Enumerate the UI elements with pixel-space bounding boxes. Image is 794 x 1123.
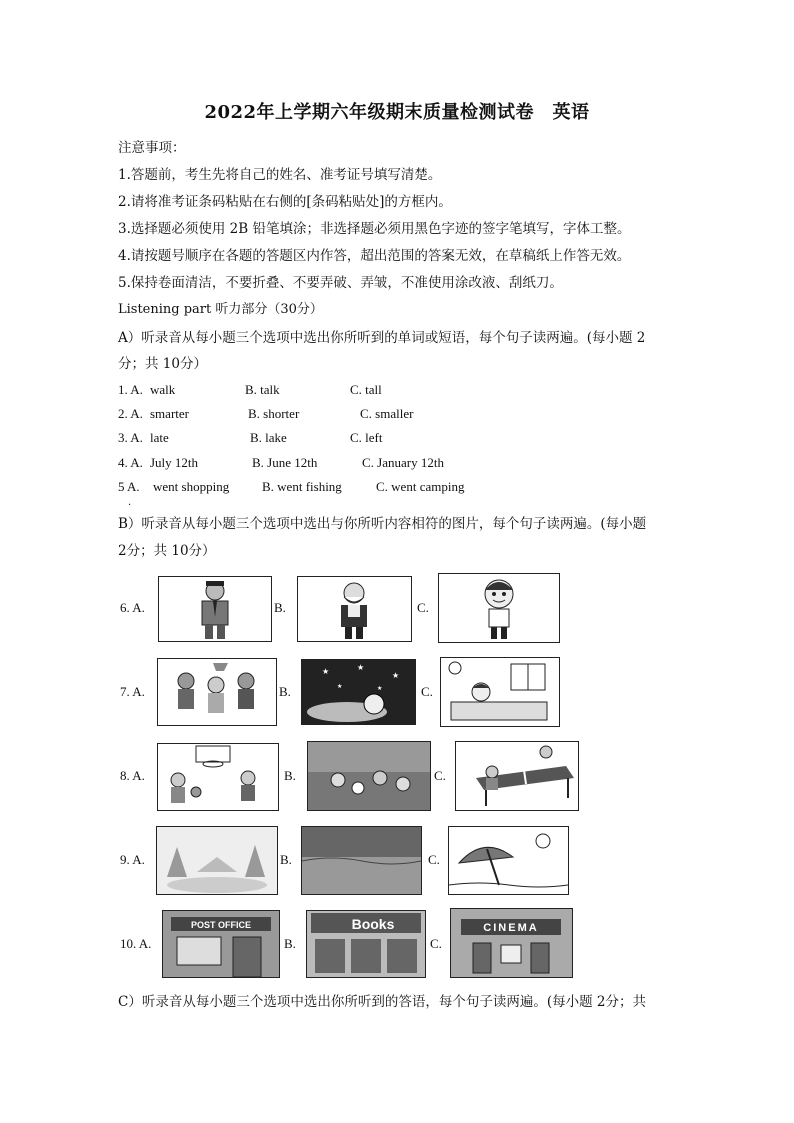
question-6-label: 6. A. xyxy=(120,600,145,615)
question-10-c-label: C. xyxy=(430,936,442,951)
question-1-option-c: C. tall xyxy=(350,382,382,397)
question-2-option-b: B. shorter xyxy=(248,406,300,421)
svg-text:★: ★ xyxy=(337,683,343,690)
question-10-picture-c-cinema[interactable] xyxy=(450,908,573,978)
svg-text:★: ★ xyxy=(377,685,383,692)
question-3-num: 3. A. xyxy=(118,430,143,445)
question-4-option-c: C. January 12th xyxy=(362,455,444,470)
question-3-option-a: late xyxy=(150,430,169,445)
question-9-picture-c-beach-umbrella[interactable] xyxy=(448,826,569,895)
question-4-option-b: B. June 12th xyxy=(252,455,318,470)
question-8-c-label: C. xyxy=(434,768,446,783)
question-6-picture-c-boy[interactable] xyxy=(438,573,560,643)
question-8-label: 8. A. xyxy=(120,768,145,783)
question-6-c-label: C. xyxy=(417,600,429,615)
post-office-sign: POST OFFICE xyxy=(190,920,252,930)
question-9-picture-b-autumn-field[interactable] xyxy=(301,826,422,895)
svg-text:★: ★ xyxy=(357,663,365,672)
question-9-picture-a-winter[interactable] xyxy=(156,826,278,895)
books-sign: Books xyxy=(351,916,395,932)
question-8-picture-a-basketball[interactable] xyxy=(157,743,279,811)
question-7-picture-a-children-playing[interactable] xyxy=(157,658,277,726)
question-5-option-c: C. went camping xyxy=(376,479,465,494)
question-2-num: 2. A. xyxy=(118,406,143,421)
question-2-option-a: smarter xyxy=(150,406,189,421)
question-10-label: 10. A. xyxy=(120,936,152,951)
question-7-label: 7. A. xyxy=(120,684,145,699)
notice-item-2: 2.请将准考证条码粘贴在右侧的[条码粘贴处]的方框内。 xyxy=(118,194,452,210)
question-10-b-label: B. xyxy=(284,936,296,951)
question-5-option-a: went shopping xyxy=(153,479,230,494)
notice-item-3: 3.选择题必须使用 2B 铅笔填涂；非选择题必须用黑色字迹的签字笔填写，字体工整。 xyxy=(118,221,631,237)
notice-item-5: 5.保持卷面清洁，不要折叠、不要弄破、弄皱，不准使用涂改液、刮纸刀。 xyxy=(118,275,563,291)
question-1-option-a: walk xyxy=(150,382,176,397)
question-6-b-label: B. xyxy=(274,600,286,615)
question-8-picture-b-football[interactable] xyxy=(307,741,431,811)
section-c-instruction: C）听录音从每小题三个选项中选出你所听到的答语，每个句子读两遍。(每小题 2分；共 xyxy=(118,994,646,1010)
section-b-instruction-cont: 2分；共 10分） xyxy=(118,543,216,559)
svg-text:★: ★ xyxy=(322,667,330,676)
question-6-picture-b-old-man[interactable] xyxy=(297,576,412,642)
question-5-option-b: B. went fishing xyxy=(262,479,342,494)
section-b-instruction: B）听录音从每小题三个选项中选出与你所听内容相符的图片，每个句子读两遍。(每小题 xyxy=(118,516,647,532)
section-a-instruction: A）听录音从每小题三个选项中选出你所听到的单词或短语，每个句子读两遍。(每小题 2 xyxy=(118,330,646,346)
question-7-c-label: C. xyxy=(421,684,433,699)
notice-item-4: 4.请按题号顺序在各题的答题区内作答，超出范围的答案无效，在草稿纸上作答无效。 xyxy=(118,248,631,264)
question-6-picture-a-businessman[interactable] xyxy=(158,576,272,642)
svg-text:★: ★ xyxy=(392,671,400,680)
question-7-picture-b-night-sleep[interactable] xyxy=(301,659,416,725)
notice-heading: 注意事项： xyxy=(118,140,186,156)
question-7-picture-c-waking-up[interactable] xyxy=(440,657,560,727)
question-8-picture-c-table-tennis[interactable] xyxy=(455,741,579,811)
page-title: 2022年上学期六年级期末质量检测试卷 英语 xyxy=(204,102,590,123)
listening-header: Listening part 听力部分（30分） xyxy=(118,302,323,317)
section-a-instruction-cont: 分；共 10分） xyxy=(118,356,207,372)
question-1-option-b: B. talk xyxy=(245,382,280,397)
question-4-num: 4. A. xyxy=(118,455,143,470)
question-1-num: 1. A. xyxy=(118,382,143,397)
question-9-b-label: B. xyxy=(280,852,292,867)
question-7-b-label: B. xyxy=(279,684,291,699)
question-9-c-label: C. xyxy=(428,852,440,867)
notice-item-1: 1.答题前，考生先将自己的姓名、准考证号填写清楚。 xyxy=(118,167,442,183)
question-2-option-c: C. smaller xyxy=(360,406,414,421)
question-4-option-a: July 12th xyxy=(150,455,199,470)
question-3-option-c: C. left xyxy=(350,430,383,445)
question-10-picture-b-bookstore[interactable] xyxy=(306,910,426,978)
question-5-num: 5 A. xyxy=(118,479,140,494)
cinema-sign: CINEMA xyxy=(483,922,539,934)
question-8-b-label: B. xyxy=(284,768,296,783)
question-9-label: 9. A. xyxy=(120,852,145,867)
question-3-option-b: B. lake xyxy=(250,430,287,445)
stray-mark: · xyxy=(128,500,132,511)
question-10-picture-a-post-office[interactable] xyxy=(162,910,280,978)
